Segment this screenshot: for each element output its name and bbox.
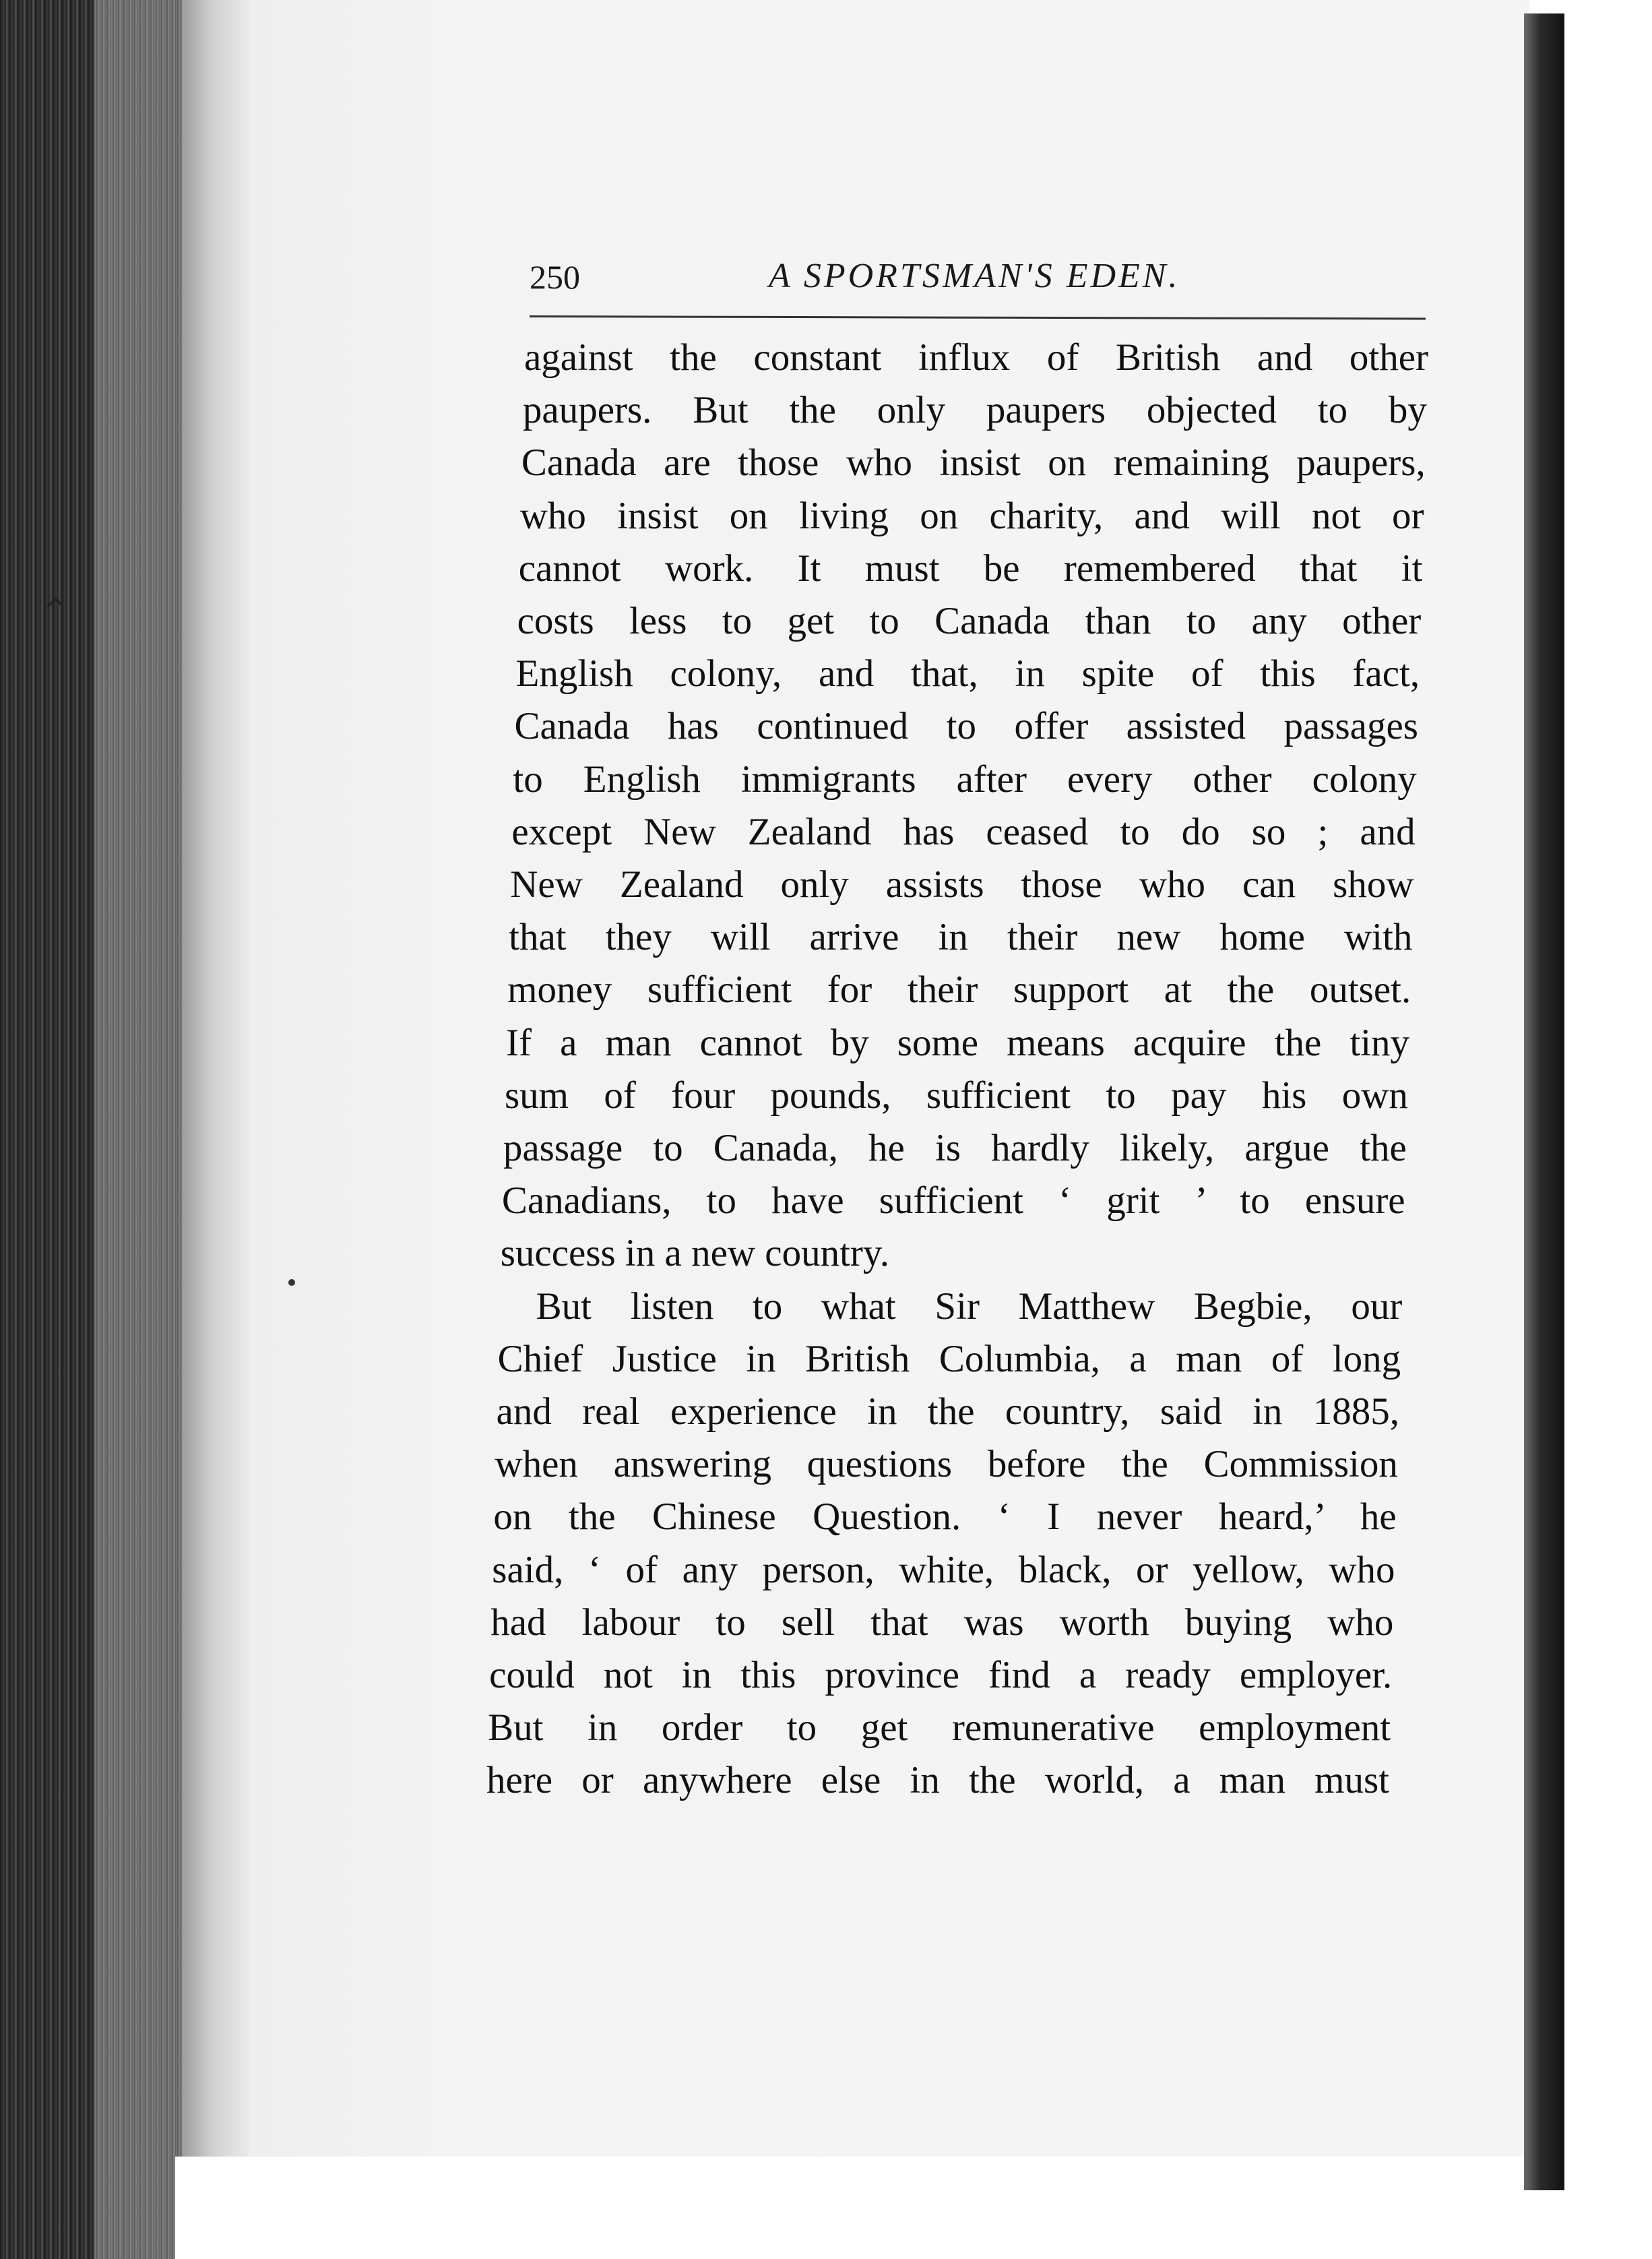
text-line: when answering questions before the Commission (495, 1443, 1398, 1486)
text-line: here or anywhere else in the world, a man must (486, 1759, 1389, 1802)
text-line: said, ‘ of any person, white, black, or yellow, who (492, 1548, 1395, 1591)
text-line: except New Zealand has ceased to do so ; and (511, 810, 1416, 853)
text-line: to English immigrants after every other colony (513, 757, 1417, 801)
text-line: English colony, and that, in spite of this fact, (515, 652, 1420, 695)
page-number: 250 (530, 258, 580, 296)
running-title: A SPORTSMAN'S EDEN. (769, 257, 1180, 295)
text-line: costs less to get to Canada than to any other (517, 600, 1422, 642)
text-line: passage to Canada, he is hardly likely, argue the (503, 1127, 1407, 1169)
text-line: against the constant influx of British and other (524, 336, 1428, 379)
text-line: But listen to what Sir Matthew Begbie, our (536, 1285, 1403, 1328)
text-line: paupers. But the only paupers objected to by (522, 389, 1427, 432)
text-line: sum of four pounds, sufficient to pay his own (504, 1074, 1408, 1117)
text-line: New Zealand only assists those who can show (510, 863, 1414, 906)
text-line: cannot work. It must be remembered that it (518, 547, 1423, 590)
text-line: who insist on living on charity, and will not or (519, 494, 1424, 537)
text-line: Canada are those who insist on remaining paupers, (521, 441, 1426, 485)
text-line: Canada has continued to offer assisted passages (514, 705, 1418, 748)
text-line: that they will arrive in their new home with (509, 916, 1413, 959)
text-line: could not in this province find a ready employer. (489, 1654, 1393, 1696)
text-line: on the Chinese Question. ‘ I never heard,’ he (493, 1495, 1397, 1539)
text-line: Chief Justice in British Columbia, a man of long (497, 1337, 1401, 1380)
text-line: and real experience in the country, said in 1885, (496, 1390, 1400, 1433)
text-line: If a man cannot by some means acquire the tiny (506, 1021, 1410, 1064)
text-line: But in order to get remunerative employment (488, 1706, 1391, 1750)
margin-mark: ^ (43, 593, 68, 627)
text-line: success in a new country. (500, 1232, 889, 1275)
text-line: money sufficient for their support at the outset. (507, 968, 1411, 1012)
text-line: had labour to sell that was worth buying who (490, 1601, 1394, 1644)
text-line: Canadians, to have sufficient ‘ grit ’ to ensure (501, 1179, 1405, 1223)
